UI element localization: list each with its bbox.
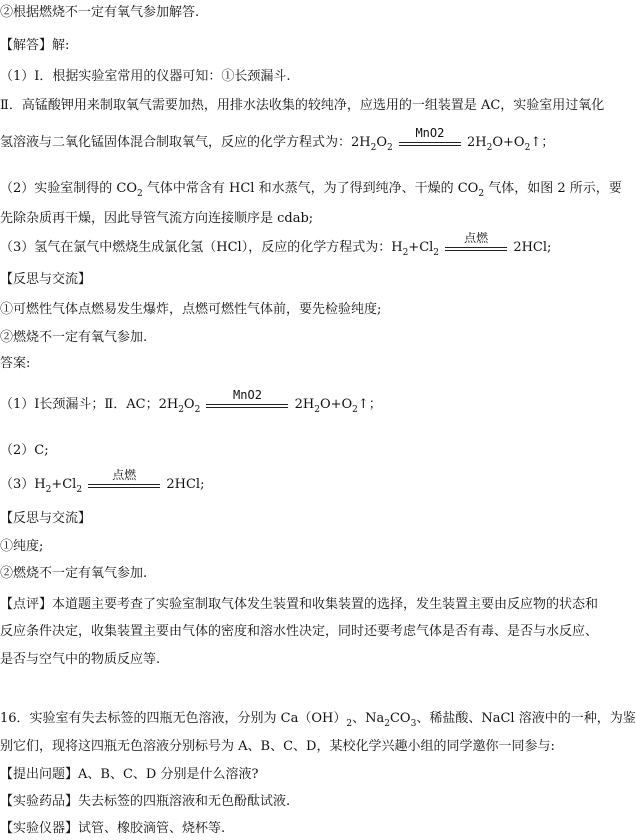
text-line: ②燃烧不一定有氧气参加. <box>0 330 148 345</box>
text-fragment: 2H <box>467 135 487 150</box>
text-line: 反应条件决定，收集装置主要由气体的密度和溶水性决定，同时还要考虑气体是否有毒、是否与水反应、 <box>0 624 599 639</box>
text-line: （1）Ⅰ．根据实验室常用的仪器可知：①长颈漏斗. <box>0 69 291 84</box>
text-line: 【提出问题】A、B、C、D 分别是什么溶液? <box>0 767 259 782</box>
reaction-condition: MnO2 <box>415 126 445 140</box>
text-fragment: 2HCl; <box>166 477 205 492</box>
equation-line <box>0 126 555 153</box>
equals-bar <box>445 247 507 251</box>
subscript: 2 <box>384 719 390 729</box>
equation-line <box>0 468 205 495</box>
question-line <box>0 711 636 729</box>
subscript: 2 <box>402 248 409 258</box>
text-fragment: （1）Ⅰ长颈漏斗；Ⅱ．AC；2H <box>0 397 179 412</box>
text-fragment: 2H <box>294 397 315 412</box>
subscript: 2 <box>370 143 377 153</box>
text-fragment: 16．实验室有失去标签的四瓶无色溶液，分别为 Ca（OH） <box>0 711 347 726</box>
text-fragment: ↑； <box>530 135 555 150</box>
text-line: 别它们，现将这四瓶无色溶液分别标号为 A、B、C、D，某校化学兴趣小组的同学邀你一同参与: <box>0 739 555 754</box>
text-fragment: 气体，如图 2 所示，要 <box>484 181 622 196</box>
subscript: 2 <box>178 405 184 415</box>
text-fragment: O <box>183 397 195 412</box>
text-fragment: CO <box>389 711 411 726</box>
reaction-condition: 点燃 <box>112 468 137 482</box>
text-fragment: （2）实验室制得的 CO <box>0 181 138 196</box>
text-fragment: （3）氢气在氯气中燃烧生成氯化氢（HCl），反应的化学方程式为：H <box>0 240 403 255</box>
reaction-arrow <box>445 231 507 251</box>
text-fragment: +Cl <box>51 477 77 492</box>
text-line: 【实验药品】失去标签的四瓶溶液和无色酚酞试液. <box>0 794 291 809</box>
reaction-arrow <box>206 388 288 408</box>
subscript: 2 <box>346 719 353 729</box>
text-line: 【实验仪器】试管、橡胶滴管、烧杯等. <box>0 821 226 836</box>
text-line: Ⅱ．高锰酸钾用来制取氧气需要加热，用排水法收集的较纯净，应选用的一组装置是 AC，实验室用过氧化 <box>0 98 605 113</box>
text-fragment: O+O <box>319 397 353 412</box>
subscript: 2 <box>76 485 83 495</box>
text-line: 【点评】本道题主要考查了实验室制取气体发生装置和收集装置的选择，发生装置主要由反应物的状态和 <box>0 597 599 612</box>
reaction-condition: 点燃 <box>464 231 489 245</box>
text-line <box>0 181 622 199</box>
subscript: 2 <box>486 143 493 153</box>
reaction-arrow <box>399 126 461 146</box>
subscript: 2 <box>387 143 393 153</box>
equals-bar <box>88 484 160 488</box>
section-heading: 【反思与交流】 <box>0 272 92 287</box>
text-fragment: 、稀盐酸、NaCl 溶液中的一种，为鉴 <box>416 711 636 726</box>
section-heading: 【反思与交流】 <box>0 511 92 526</box>
text-fragment: （3）H <box>0 477 46 492</box>
text-fragment: 、Na <box>352 711 385 726</box>
equals-bar <box>399 142 461 146</box>
text-fragment: 气体中常含有 HCl 和水蒸气，为了得到纯净、干燥的 CO <box>142 181 479 196</box>
subscript: 2 <box>433 248 440 258</box>
reaction-condition: MnO2 <box>233 388 262 402</box>
text-line: （2）C; <box>0 443 49 458</box>
subscript: 2 <box>137 189 143 199</box>
subscript: 2 <box>352 405 358 415</box>
reaction-arrow <box>88 468 160 488</box>
subscript: 3 <box>410 719 417 729</box>
text-fragment: O+O <box>492 135 525 150</box>
equals-bar <box>206 404 288 408</box>
text-fragment: O <box>376 135 388 150</box>
subscript: 2 <box>45 485 52 495</box>
text-line: ①可燃性气体点燃易发生爆炸，点燃可燃性气体前，要先检验纯度; <box>0 302 382 317</box>
text-line: 先除杂质再干燥，因此导管气流方向连接顺序是 cdab; <box>0 211 314 226</box>
subscript: 2 <box>314 405 320 415</box>
text-fragment: 2HCl; <box>513 240 552 255</box>
equation-line <box>0 388 382 415</box>
text-line: 是否与空气中的物质反应等. <box>0 652 161 667</box>
text-line: 答案: <box>0 356 31 371</box>
text-line: ②根据燃烧不一定有氧气参加解答. <box>0 5 200 20</box>
text-fragment: 氢溶液与二氧化锰固体混合制取氧气，反应的化学方程式为：2H <box>0 135 371 150</box>
subscript: 2 <box>478 189 485 199</box>
text-line: ①纯度; <box>0 539 44 554</box>
subscript: 2 <box>524 143 531 153</box>
text-line: 【解答】解: <box>0 38 70 53</box>
text-fragment: +Cl <box>408 240 434 255</box>
text-line: ②燃烧不一定有氧气参加. <box>0 566 148 581</box>
text-fragment: ↑； <box>357 397 382 412</box>
equation-line <box>0 231 552 258</box>
subscript: 2 <box>194 405 201 415</box>
